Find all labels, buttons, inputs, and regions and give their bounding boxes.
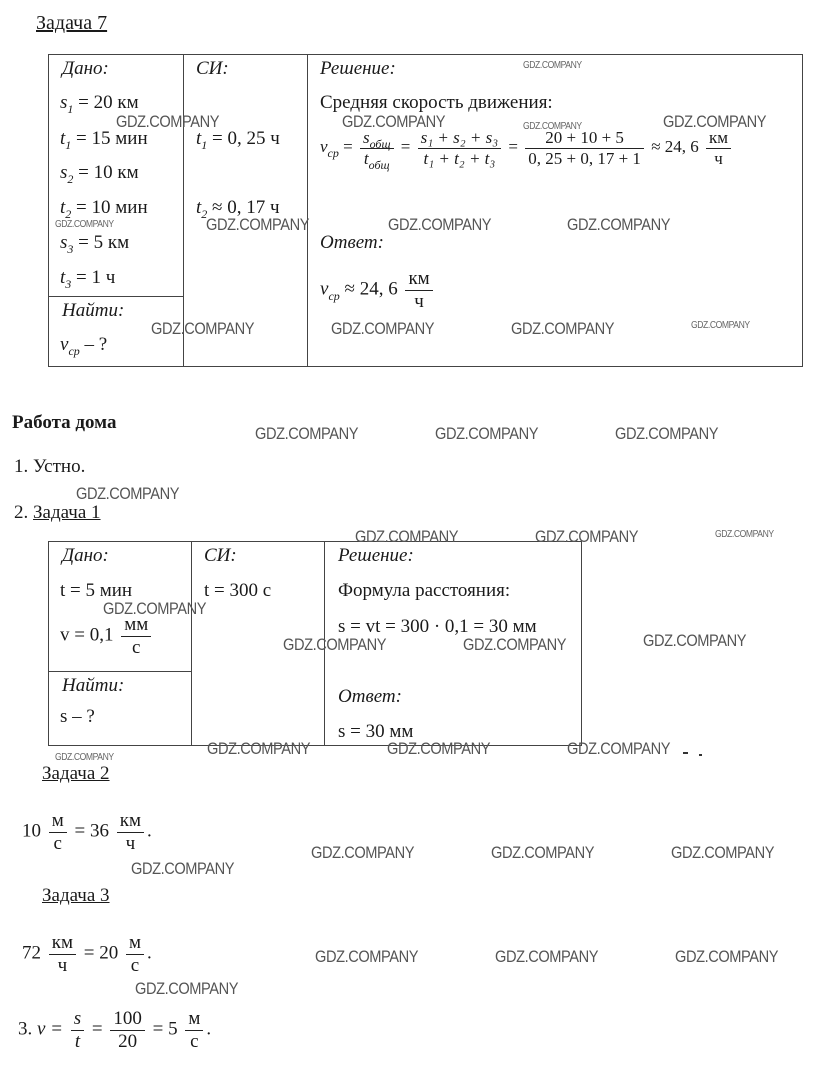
stray-mark — [683, 752, 688, 754]
task7-given-t3: $t_3 = 1$ ч — [60, 267, 116, 291]
home-title: Работа дома — [12, 412, 117, 433]
task1-answer-label: Ответ: — [338, 686, 402, 707]
watermark: GDZ.COMPANY — [523, 60, 582, 71]
task7-divider-si — [307, 54, 308, 367]
item3-unit: $\frac{м}{с}$ — [185, 1008, 203, 1053]
task7-given-s3: $s_3 = 5$ км — [60, 232, 130, 256]
task7-given-label: Дано: — [62, 58, 109, 79]
task7-formula: $v_{ср}$ = $\frac{s_{общ}}{t_{общ}}$ = $\frac{\text{s₁ + s₂ + s₃}}{\text{t₁ + t₂ + t₃}}$ = $\frac{20 + 10 + 5}{0, 25 + 0, 17 + 1}$ ≈ 24, 6 $\frac{км}{ч}$ — [320, 128, 734, 168]
task7-given-t2: $t_2 = 10$ мин — [60, 197, 148, 221]
task2-title: Задача 2 — [42, 763, 110, 784]
watermark: GDZ.COMPANY — [463, 635, 567, 654]
watermark: GDZ.COMPANY — [671, 843, 775, 862]
home-item1: 1. Устно. — [14, 456, 86, 477]
task1-divider-find — [48, 671, 191, 672]
watermark: GDZ.COMPANY — [331, 319, 435, 338]
task7-given-s1: $s_1 = 20$ км — [60, 92, 139, 116]
task1-solution-text: Формула расстояния: — [338, 580, 511, 601]
watermark: GDZ.COMPANY — [511, 319, 615, 338]
task1-si-label: СИ: — [204, 545, 237, 566]
task1-given-label: Дано: — [62, 545, 109, 566]
task1-formula: s = vt = 300 · 0,1 = 30 мм — [338, 616, 537, 637]
stray-mark — [699, 754, 702, 756]
watermark: GDZ.COMPANY — [255, 424, 359, 443]
watermark: GDZ.COMPANY — [342, 112, 446, 131]
task1-find-value: s – ? — [60, 706, 95, 727]
item3-equation: 3. v = $\frac{s}{t}$ = $\frac{100}{20}$ = 5 $\frac{м}{с}$ . — [18, 1008, 212, 1052]
task2-equation: 10 $\frac{м}{с}$ = 36 $\frac{км}{ч}$ . — [22, 810, 152, 854]
task7-si-t2: $t_2 \approx 0$, 17 ч — [196, 197, 280, 221]
watermark: GDZ.COMPANY — [567, 215, 671, 234]
task7-solution-text: Средняя скорость движения: — [320, 92, 553, 113]
task3-unit1: $\frac{км}{ч}$ — [49, 932, 76, 977]
watermark: GDZ.COMPANY — [207, 739, 311, 758]
item3-frac1: $\frac{s}{t}$ — [71, 1008, 84, 1053]
item3-frac2: $\frac{100}{20}$ — [110, 1008, 145, 1053]
task7-given-s2: $s_2 = 10$ км — [60, 162, 139, 186]
task7-formula-frac1: $\frac{s_{общ}}{t_{общ}}$ — [360, 128, 394, 168]
task1-find-label: Найти: — [62, 675, 125, 696]
watermark: GDZ.COMPANY — [388, 215, 492, 234]
task7-si-label: СИ: — [196, 58, 229, 79]
task1-answer: s = 30 мм — [338, 721, 414, 742]
watermark: GDZ.COMPANY — [675, 947, 779, 966]
task3-title: Задача 3 — [42, 885, 110, 906]
watermark: GDZ.COMPANY — [715, 529, 774, 540]
task7-solution-label: Решение: — [320, 58, 396, 79]
task7-formula-frac3: $\frac{20 + 10 + 5}{0, 25 + 0, 17 + 1}$ — [525, 128, 644, 168]
watermark: GDZ.COMPANY — [435, 424, 539, 443]
watermark: GDZ.COMPANY — [311, 843, 415, 862]
watermark: GDZ.COMPANY — [535, 527, 639, 546]
watermark: GDZ.COMPANY — [615, 424, 719, 443]
task7-si-t1: $t_1 = 0$, 25 ч — [196, 128, 280, 152]
watermark: GDZ.COMPANY — [55, 219, 114, 230]
task1-given-v: v = 0,1 $\frac{мм}{с}$ — [60, 614, 154, 659]
task1-solution-label: Решение: — [338, 545, 414, 566]
task1-given-v-unit: $\frac{мм}{с}$ — [121, 614, 151, 659]
watermark: GDZ.COMPANY — [283, 635, 387, 654]
task7-divider-find — [48, 296, 183, 297]
task3-unit2: $\frac{м}{с}$ — [126, 932, 144, 977]
watermark: GDZ.COMPANY — [643, 631, 747, 650]
task7-given-t1: $t_1 = 15$ мин — [60, 128, 148, 152]
watermark: GDZ.COMPANY — [691, 320, 750, 331]
watermark: GDZ.COMPANY — [523, 121, 582, 132]
watermark: GDZ.COMPANY — [151, 319, 255, 338]
task7-answer-unit: $\frac{км}{ч}$ — [405, 268, 432, 313]
home-item2: 2. Задача 1 — [14, 502, 101, 523]
task7-answer: $v_{ср} \approx 24$, 6 $\frac{км}{ч}$ — [320, 268, 436, 313]
watermark: GDZ.COMPANY — [131, 859, 235, 878]
watermark: GDZ.COMPANY — [55, 752, 114, 763]
task2-unit1: $\frac{м}{с}$ — [49, 810, 67, 855]
watermark: GDZ.COMPANY — [103, 599, 207, 618]
task7-answer-label: Ответ: — [320, 232, 384, 253]
task7-formula-frac2: $\frac{\text{s₁ + s₂ + s₃}}{\text{t₁ + t₂ + t₃}}$ — [418, 128, 502, 168]
task7-formula-unit: $\frac{км}{ч}$ — [706, 128, 731, 168]
watermark: GDZ.COMPANY — [663, 112, 767, 131]
watermark: GDZ.COMPANY — [315, 947, 419, 966]
watermark: GDZ.COMPANY — [567, 739, 671, 758]
task7-find-label: Найти: — [62, 300, 125, 321]
watermark: GDZ.COMPANY — [76, 484, 180, 503]
task1-divider-given — [191, 541, 192, 746]
task1-given-t: t = 5 мин — [60, 580, 133, 601]
watermark: GDZ.COMPANY — [135, 979, 239, 998]
task7-find-value: $v_{ср}$ – ? — [60, 334, 108, 358]
watermark: GDZ.COMPANY — [387, 739, 491, 758]
task1-si-t: t = 300 с — [204, 580, 272, 601]
watermark: GDZ.COMPANY — [495, 947, 599, 966]
task3-equation: 72 $\frac{км}{ч}$ = 20 $\frac{м}{с}$ . — [22, 932, 152, 976]
watermark: GDZ.COMPANY — [206, 215, 310, 234]
watermark: GDZ.COMPANY — [355, 527, 459, 546]
watermark: GDZ.COMPANY — [116, 112, 220, 131]
task2-unit2: $\frac{км}{ч}$ — [117, 810, 144, 855]
watermark: GDZ.COMPANY — [491, 843, 595, 862]
task7-title: Задача 7 — [36, 12, 108, 34]
